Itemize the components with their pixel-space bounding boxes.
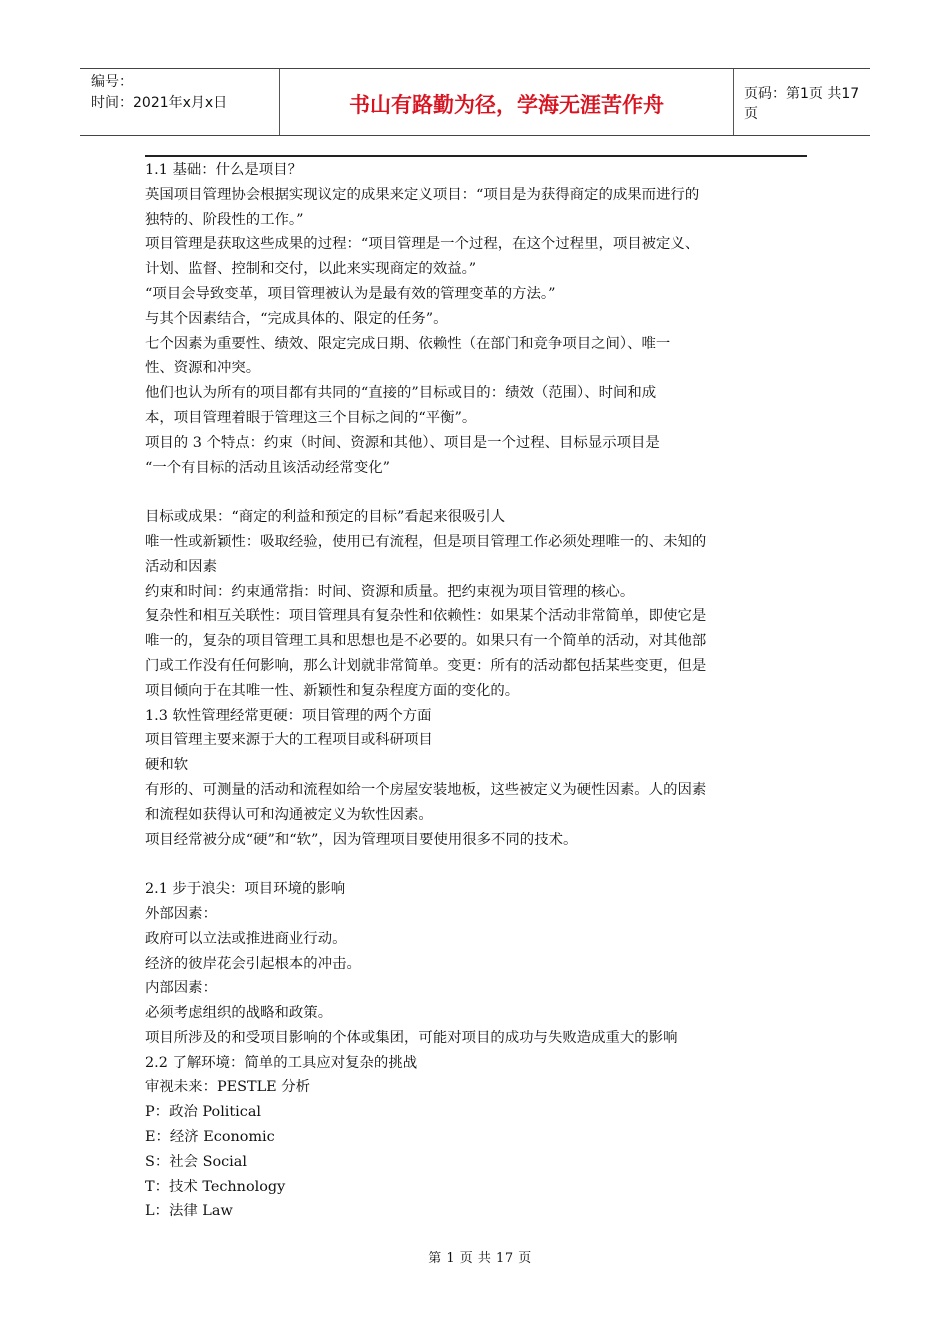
document-time-label: 时间：2021年x月x日 [91, 95, 228, 111]
text-line: 独特的、阶段性的工作。” [145, 211, 304, 228]
text-line: 目标或成果：“商定的利益和预定的目标”看起来很吸引人 [145, 509, 506, 526]
document-number-label: 编号： [91, 74, 133, 90]
text-line: 项目经常被分成“硬”和“软”，因为管理项目要使用很多不同的技术。 [145, 831, 578, 848]
page-footer: 第 1 页 共 17 页 [428, 1251, 532, 1266]
text-line: 门或工作没有任何影响，那么计划就非常简单。变更：所有的活动都包括某些变更，但是 [145, 657, 707, 674]
header-table [80, 68, 870, 136]
header-page-info: 页码：第1页 共17页 [744, 86, 860, 122]
text-line: 唯一的，复杂的项目管理工具和思想也是不必要的。如果只有一个简单的活动，对其他部 [145, 633, 707, 650]
text-line: 他们也认为所有的项目都有共同的“直接的”目标或目的：绩效（范围）、时间和成 [145, 385, 657, 402]
text-line: 有形的、可测量的活动和流程如给一个房屋安装地板，这些被定义为硬性因素。人的因素 [145, 781, 707, 798]
text-line: 2.1 步于浪尖：项目环境的影响 [145, 881, 346, 898]
text-line: 政府可以立法或推进商业行动。 [145, 930, 347, 947]
text-line: L：法律 Law [145, 1203, 233, 1220]
text-line: E：经济 Economic [145, 1129, 275, 1146]
body-top-rule [145, 155, 807, 157]
text-line: 计划、监督、控制和交付，以此来实现商定的效益。” [145, 261, 477, 278]
text-line [145, 480, 815, 505]
text-line: 本，项目管理着眼于管理这三个目标之间的“平衡”。 [145, 409, 477, 426]
text-line: 项目的 3 个特点：约束（时间、资源和其他）、项目是一个过程、目标显示项目是 [145, 434, 660, 451]
text-line: “一个有目标的活动且该活动经常变化” [145, 459, 390, 476]
text-line: S：社会 Social [145, 1153, 247, 1170]
text-line: 性、资源和冲突。 [145, 360, 261, 377]
text-line: 2.2 了解环境：简单的工具应对复杂的挑战 [145, 1054, 418, 1071]
header-motto-cell [280, 69, 734, 135]
text-line: 内部因素： [145, 980, 217, 997]
text-line: 经济的彼岸花会引起根本的冲击。 [145, 955, 361, 972]
text-line: 1.3 软性管理经常更硬：项目管理的两个方面 [145, 707, 432, 724]
text-line: 外部因素： [145, 905, 217, 922]
header-page-cell [734, 69, 870, 135]
text-line: 审视未来：PESTLE 分析 [145, 1079, 311, 1096]
text-line: 复杂性和相互关联性：项目管理具有复杂性和依赖性：如果某个活动非常简单，即使它是 [145, 608, 707, 625]
text-line: 活动和因素 [145, 558, 217, 575]
text-line: 硬和软 [145, 757, 189, 774]
header-left-cell [80, 69, 280, 135]
text-line: 英国项目管理协会根据实现议定的成果来定义项目：“项目是为获得商定的成果而进行的 [145, 186, 700, 203]
document-body [145, 158, 815, 1224]
text-line [145, 852, 815, 877]
text-line: 七个因素为重要性、绩效、限定完成日期、依赖性（在部门和竞争项目之间）、唯一 [145, 335, 671, 352]
text-line: 唯一性或新颖性：吸取经验，使用已有流程，但是项目管理工作必须处理唯一的、未知的 [145, 533, 707, 550]
text-line: 必须考虑组织的战略和政策。 [145, 1005, 333, 1022]
text-line: 项目所涉及的和受项目影响的个体或集团，可能对项目的成功与失败造成重大的影响 [145, 1029, 678, 1046]
text-line: “项目会导致变革，项目管理被认为是最有效的管理变革的方法。” [145, 285, 556, 302]
text-line: 1.1 基础：什么是项目？ [145, 162, 302, 178]
text-line: 项目倾向于在其唯一性、新颖性和复杂程度方面的变化的。 [145, 682, 520, 699]
text-line: T：技术 Technology [145, 1178, 286, 1195]
text-line: P：政治 Political [145, 1104, 262, 1121]
text-line: 与其个因素结合，“完成具体的、限定的任务”。 [145, 310, 448, 327]
text-line: 项目管理主要来源于大的工程项目或科研项目 [145, 732, 433, 749]
text-line: 和流程如获得认可和沟通被定义为软性因素。 [145, 806, 433, 823]
header-motto: 书山有路勤为径，学海无涯苦作舟 [349, 93, 664, 117]
text-line: 约束和时间：约束通常指：时间、资源和质量。把约束视为项目管理的核心。 [145, 583, 635, 600]
text-line: 项目管理是获取这些成果的过程：“项目管理是一个过程，在这个过程里，项目被定义、 [145, 236, 700, 253]
